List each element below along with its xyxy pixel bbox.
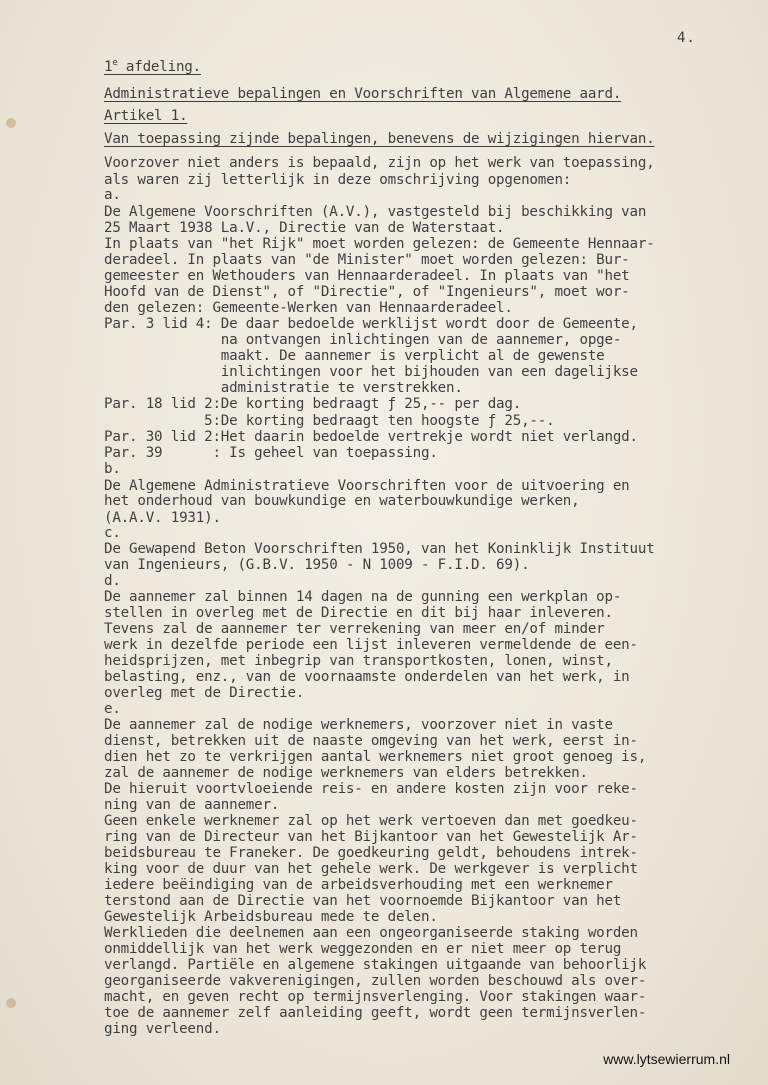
text-line: van Ingenieurs, (G.B.V. 1950 - N 1009 - F.I.D. 69). [104,557,530,573]
text-line: 5:De korting bedraagt ten hoogste ƒ 25,--. [104,413,555,429]
article-heading: Artikel 1. [104,108,188,124]
text-line: heidsprijzen, met inbegrip van transportkosten, lonen, winst, [104,653,613,669]
text-line: ring van de Directeur van het Bijkantoor van het Gewestelijk Ar- [104,829,638,845]
text-line: Hoofd van de Dienst", of "Directie", of "Ingenieurs", moet wor- [104,284,630,300]
text-line: na ontvangen inlichtingen van de aannemer, opge- [104,332,622,348]
text-line: De hieruit voortvloeiende reis- en andere kosten zijn voor reke- [104,781,638,797]
text-line: a. [104,187,121,203]
text-line: De Algemene Administratieve Voorschriften voor de uitvoering en [104,478,630,494]
text-line: terstond aan de Directie van het voornoemde Bijkantoor van het [104,893,622,909]
text-line: gemeester en Wethouders van Hennaarderadeel. In plaats van "het [104,268,630,284]
text-line: georganiseerde vakverenigingen, zullen worden beschouwd als over- [104,973,647,989]
text-line: De Gewapend Beton Voorschriften 1950, van het Koninklijk Instituut [104,541,655,557]
text-line: c. [104,525,121,541]
text-line: e. [104,701,121,717]
text-line: b. [104,461,121,477]
article-subtitle: Van toepassing zijnde bepalingen, benevens de wijzigingen hiervan. [104,131,655,147]
text-line: maakt. De aannemer is verplicht al de gewenste [104,348,605,364]
text-line: beidsbureau te Franeker. De goedkeuring geldt, behoudens intrek- [104,845,638,861]
section-title: Administratieve bepalingen en Voorschriften van Algemene aard. [104,86,622,102]
text-line: den gelezen: Gemeente-Werken van Hennaarderadeel. [104,300,513,316]
text-line: (A.A.V. 1931). [104,510,221,526]
text-line: Par. 3 lid 4: De daar bedoelde werklijst wordt door de Gemeente, [104,316,638,332]
text-line: d. [104,573,121,589]
text-line: De Algemene Voorschriften (A.V.), vastgesteld bij beschikking van [104,204,647,220]
text-line: verlangd. Partiële en algemene stakingen uitgaande van behoorlijk [104,957,647,973]
text-line: 25 Maart 1938 La.V., Directie van de Waterstaat. [104,220,505,236]
text-line: dienst, betrekken uit de naaste omgeving van het werk, eerst in- [104,733,638,749]
punch-hole [6,118,16,128]
text-line: dien het zo te verkrijgen aantal werknemers niet groot genoeg is, [104,749,647,765]
section-superscript: e [112,58,118,68]
text-line: Par. 30 lid 2:Het daarin bedoelde vertrekje wordt niet verlangd. [104,429,638,445]
section-heading: 1e afdeling. [104,58,201,75]
page-number: 4. [677,30,696,46]
text-line: Voorzover niet anders is bepaald, zijn op het werk van toepassing, [104,155,655,171]
text-line: Par. 39 : Is geheel van toepassing. [104,445,438,461]
text-line: iedere beëindiging van de arbeidsverhouding met een werknemer [104,877,613,893]
section-label: afdeling. [117,59,201,75]
text-line: toe de aannemer zelf aanleiding geeft, wordt geen termijnsverlen- [104,1005,647,1021]
text-line: stellen in overleg met de Directie en dit bij haar inleveren. [104,605,613,621]
text-line: De aannemer zal de nodige werknemers, voorzover niet in vaste [104,717,613,733]
text-line: Geen enkele werknemer zal op het werk vertoeven dan met goedkeu- [104,813,638,829]
text-line: onmiddellijk van het werk weggezonden en er niet meer op terug [104,941,622,957]
text-line: Tevens zal de aannemer ter verrekening van meer en/of minder [104,621,605,637]
text-line: overleg met de Directie. [104,685,305,701]
text-line: Par. 18 lid 2:De korting bedraagt ƒ 25,-- per dag. [104,396,522,412]
text-line: macht, en geven recht op termijnsverlenging. Voor stakingen waar- [104,989,647,1005]
text-line: In plaats van "het Rijk" moet worden gelezen: de Gemeente Hennaar- [104,236,655,252]
text-line: belasting, enz., van de voornaamste onderdelen van het werk, in [104,669,630,685]
text-line: deradeel. In plaats van "de Minister" moet worden gelezen: Bur- [104,252,630,268]
text-line: werk in dezelfde periode een lijst inleveren vermeldende de een- [104,637,638,653]
text-line: administratie te verstrekken. [104,380,463,396]
text-line: Gewestelijk Arbeidsbureau mede te delen. [104,909,438,925]
text-line: inlichtingen voor het bijhouden van een dagelijkse [104,364,638,380]
text-line: ging verleend. [104,1021,221,1037]
text-line: als waren zij letterlijk in deze omschrijving opgenomen: [104,172,572,188]
watermark: www.lytsewierrum.nl [603,1051,730,1067]
text-line: Werklieden die deelnemen aan een ongeorganiseerde staking worden [104,925,638,941]
text-line: ning van de aannemer. [104,797,280,813]
text-line: zal de aannemer de nodige werknemers van elders betrekken. [104,765,588,781]
text-line: king voor de duur van het gehele werk. De werkgever is verplicht [104,861,638,877]
text-line: het onderhoud van bouwkundige en waterbouwkundige werken, [104,493,580,509]
text-line: De aannemer zal binnen 14 dagen na de gunning een werkplan op- [104,589,622,605]
punch-hole [6,998,16,1008]
